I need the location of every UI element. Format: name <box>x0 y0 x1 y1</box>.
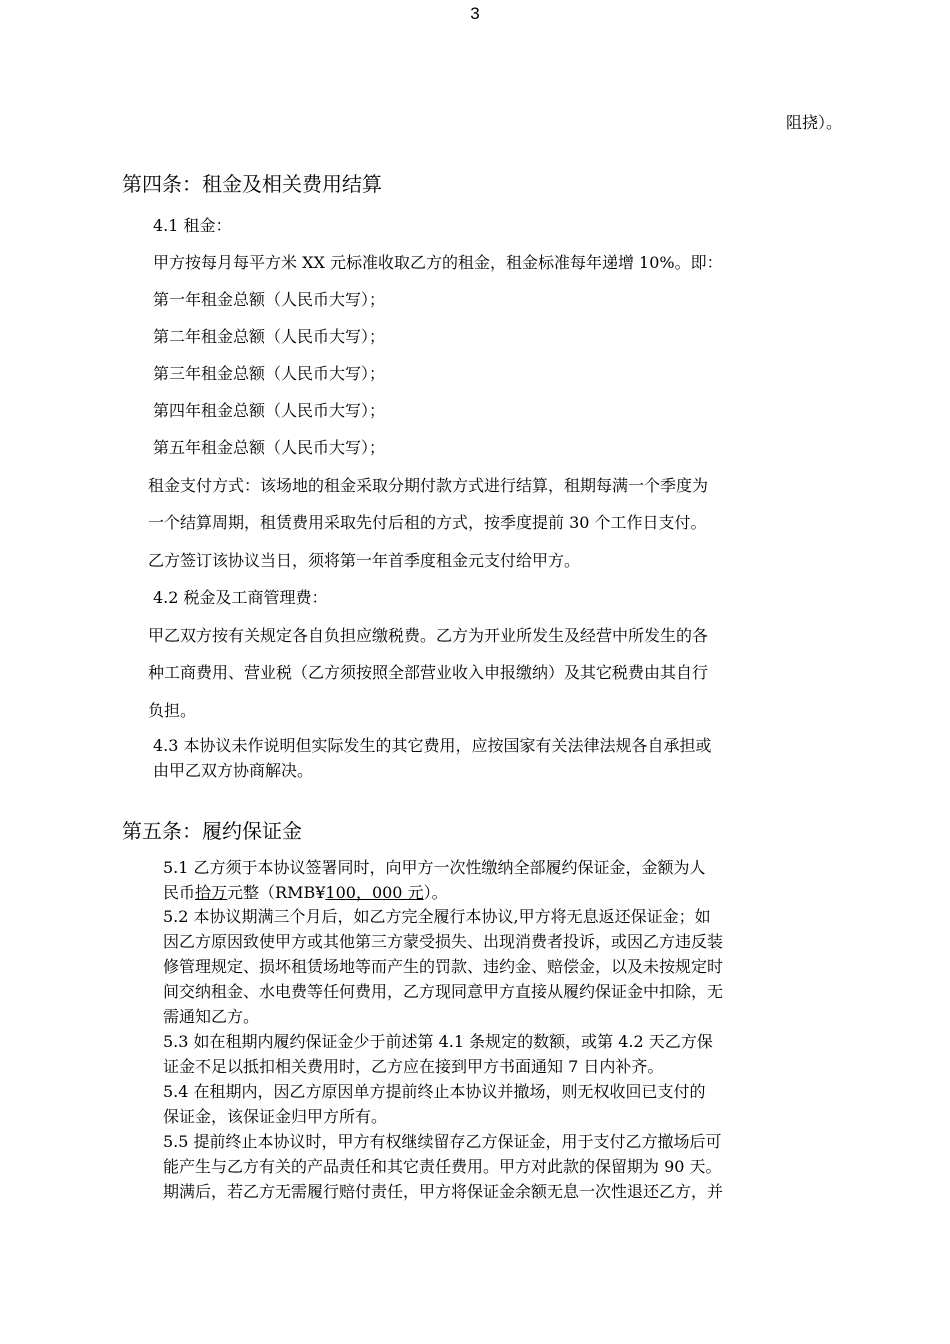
clause-4-2-title: 4.2 税金及工商管理费： <box>153 588 328 607</box>
article-4-heading: 第四条：租金及相关费用结算 <box>122 172 382 196</box>
text-line: 第二年租金总额（人民币大写）； <box>153 327 386 346</box>
clause-4-1-title: 4.1 租金： <box>153 216 232 235</box>
clause-4-3-text: 4.3 本协议未作说明但实际发生的其它费用，应按国家有关法律法规各自承担或 <box>153 736 712 755</box>
text-line: 保证金，该保证金归甲方所有。 <box>163 1107 388 1126</box>
text-line: 因乙方原因致使甲方或其他第三方蒙受损失、出现消费者投诉，或因乙方违反装 <box>163 932 724 951</box>
text-line: 种工商费用、营业税（乙方须按照全部营业收入申报缴纳）及其它税费由其自行 <box>148 663 709 682</box>
text-line: 一个结算周期，租赁费用采取先付后租的方式，按季度提前 30 个工作日支付。 <box>148 513 707 532</box>
amount-numeric: 100，000 元 <box>325 883 424 902</box>
clause-5-2-text: 5.2 本协议期满三个月后，如乙方完全履行本协议,甲方将无息返还保证金；如 <box>163 907 711 926</box>
text-line: 租金支付方式：该场地的租金采取分期付款方式进行结算，租期每满一个季度为 <box>148 476 709 495</box>
text-line: 第三年租金总额（人民币大写）； <box>153 364 386 383</box>
text-line: 需通知乙方。 <box>163 1007 260 1026</box>
article-5-heading: 第五条：履约保证金 <box>122 819 302 843</box>
text-line: 甲方按每月每平方米 XX 元标准收取乙方的租金，租金标准每年递增 10%。即： <box>153 253 723 272</box>
clause-5-1-text: 5.1 乙方须于本协议签署同时，向甲方一次性缴纳全部履约保证金，金额为人 <box>163 858 706 877</box>
text-line: 第一年租金总额（人民币大写）； <box>153 290 386 309</box>
clause-5-1-amount-line <box>163 883 448 903</box>
text-fragment: 元整（RMB¥ <box>227 883 326 902</box>
text-line: 证金不足以抵扣相关费用时，乙方应在接到甲方书面通知 7 日内补齐。 <box>163 1057 664 1076</box>
clause-5-4-text: 5.4 在租期内，因乙方原因单方提前终止本协议并撤场，则无权收回已支付的 <box>163 1082 706 1101</box>
text-line: 第四年租金总额（人民币大写）； <box>153 401 386 420</box>
text-line: 第五年租金总额（人民币大写）； <box>153 438 386 457</box>
text-fragment: 民币 <box>163 883 196 902</box>
clause-5-5-text: 5.5 提前终止本协议时，甲方有权继续留存乙方保证金，用于支付乙方撤场后可 <box>163 1132 722 1151</box>
text-fragment: ）。 <box>423 883 448 902</box>
text-line: 由甲乙双方协商解决。 <box>153 761 314 780</box>
page-number: 3 <box>470 4 480 23</box>
text-line: 修管理规定、损坏租赁场地等而产生的罚款、违约金、赔偿金，以及未按规定时 <box>163 957 724 976</box>
text-line: 期满后，若乙方无需履行赔付责任，甲方将保证金余额无息一次性退还乙方，并 <box>163 1182 724 1201</box>
clause-5-3-text: 5.3 如在租期内履约保证金少于前述第 4.1 条规定的数额，或第 4.2 天乙方保 <box>163 1032 713 1051</box>
text-line: 乙方签订该协议当日，须将第一年首季度租金元支付给甲方。 <box>148 551 581 570</box>
text-line: 负担。 <box>148 701 197 720</box>
text-line: 甲乙双方按有关规定各自负担应缴税费。乙方为开业所发生及经营中所发生的各 <box>148 626 709 645</box>
paragraph-tail: 阻挠）。 <box>786 113 843 132</box>
text-line: 能产生与乙方有关的产品责任和其它责任费用。甲方对此款的保留期为 90 天。 <box>163 1157 722 1176</box>
text-line: 间交纳租金、水电费等任何费用，乙方现同意甲方直接从履约保证金中扣除，无 <box>163 982 724 1001</box>
amount-chinese: 拾万 <box>195 883 228 902</box>
